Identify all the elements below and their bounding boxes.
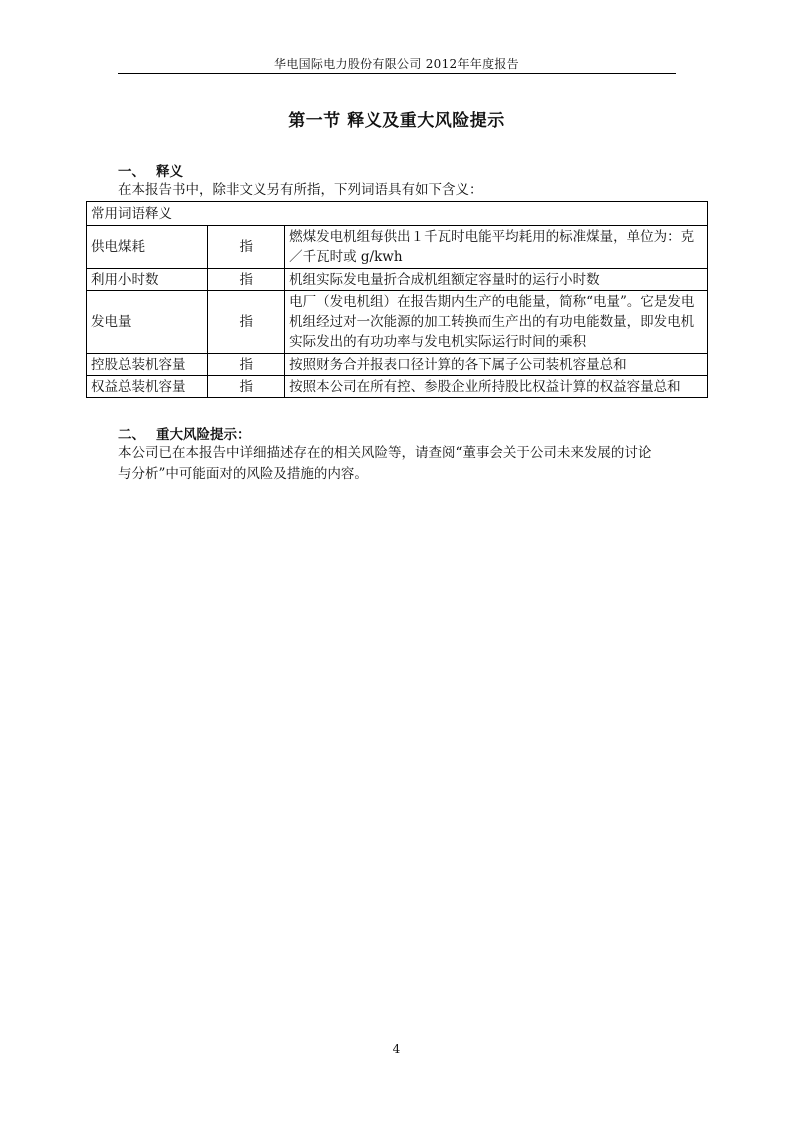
meaning-cell: 按照财务合并报表口径计算的各下属子公司装机容量总和 [285,354,708,376]
meaning-cell: 机组实际发电量折合成机组额定容量时的运行小时数 [285,269,708,291]
refer-cell: 指 [208,354,285,376]
refer-cell: 指 [208,291,285,354]
report-header-title: 华电国际电力股份有限公司 2012年年度报告 [274,57,519,71]
risk-heading-number: 二、 [118,427,145,443]
table-row [87,291,708,354]
table-caption-row [87,202,708,226]
definitions-heading-text: 释义 [156,164,183,180]
table-row [87,376,708,398]
term-cell: 利用小时数 [87,269,208,291]
refer-cell: 指 [208,269,285,291]
table-row [87,226,708,269]
header-rule [118,73,676,74]
risk-heading [118,423,251,443]
risk-heading-text: 重大风险提示： [156,427,251,443]
meaning-cell: 燃煤发电机组每供出１千瓦时电能平均耗用的标准煤量，单位为：克／千瓦时或 g/kwh [285,226,708,269]
page-number: 4 [392,1042,401,1056]
refer-cell: 指 [208,226,285,269]
definitions-heading [118,160,183,180]
meaning-cell: 按照本公司在所有控、参股企业所持股比权益计算的权益容量总和 [285,376,708,398]
risk-paragraph-line-1: 本公司已在本报告中详细描述存在的相关风险等，请查阅“董事会关于公司未来发展的讨论 [118,445,652,461]
term-cell: 发电量 [87,291,208,354]
term-cell: 控股总装机容量 [87,354,208,376]
section-title: 第一节 释义及重大风险提示 [288,111,505,131]
term-cell: 供电煤耗 [87,226,208,269]
table-row [87,354,708,376]
meaning-cell: 电厂（发电机组）在报告期内生产的电能量，简称“电量”。它是发电机组经过对一次能源的加工转换而生产出的有功电能数量，即发电机实际发出的有功功率与发电机实际运行时间的乘积 [285,291,708,354]
definitions-intro: 在本报告书中，除非文义另有所指，下列词语具有如下含义： [118,182,483,198]
refer-cell: 指 [208,376,285,398]
definitions-table [86,201,708,398]
table-caption: 常用词语释义 [87,202,708,226]
definitions-heading-number: 一、 [118,164,145,180]
term-cell: 权益总装机容量 [87,376,208,398]
table-row [87,269,708,291]
risk-paragraph-line-2: 与分析”中可能面对的风险及措施的内容。 [118,466,368,482]
